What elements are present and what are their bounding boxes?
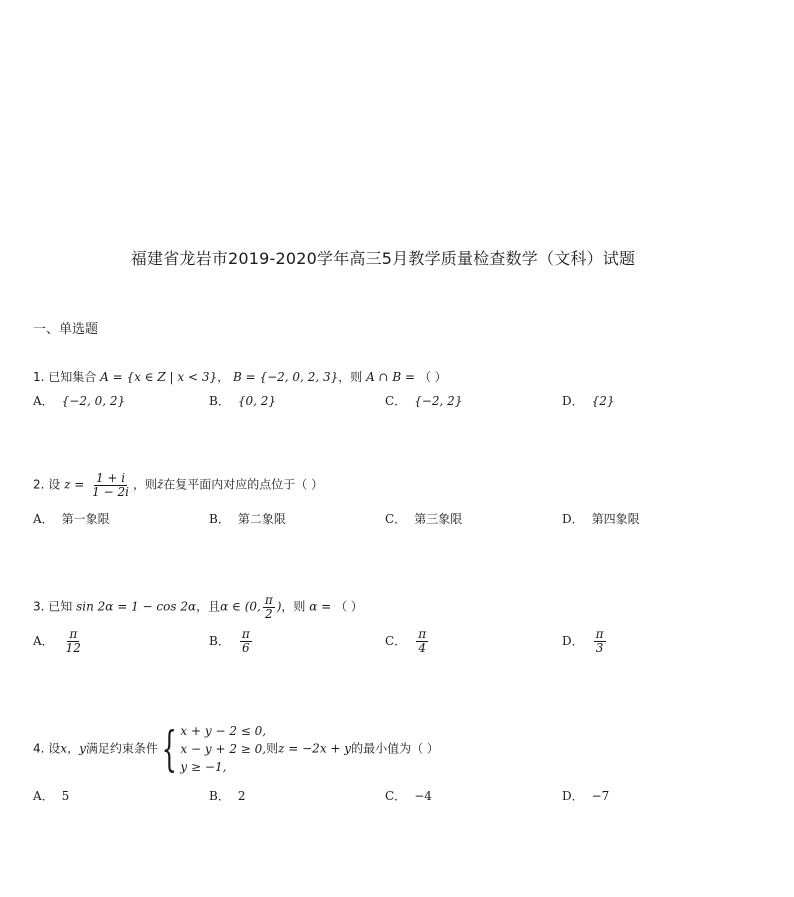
fraction-denominator: 6	[241, 640, 250, 655]
question-text: 设	[48, 741, 61, 756]
question-text: 在复平面内对应的点位于（ ）	[163, 477, 324, 492]
option-label: C．	[385, 633, 407, 648]
option-b[interactable]	[209, 510, 286, 527]
math-condition: α ∈ (0,	[220, 599, 261, 614]
fraction-denominator: 3	[595, 640, 604, 655]
math-equation: sin 2α = 1 − cos 2α	[76, 599, 197, 614]
option-label: A．	[33, 633, 54, 648]
fraction-numerator: π	[264, 593, 273, 607]
fraction-numerator: π	[595, 627, 604, 641]
option-text: {−2, 2}	[414, 394, 463, 408]
option-fraction	[594, 628, 606, 654]
option-label: B．	[209, 512, 230, 526]
option-a[interactable]	[33, 510, 110, 527]
question-4	[33, 722, 439, 776]
option-text: {−2, 0, 2}	[61, 394, 126, 408]
fraction-numerator: 1 + i	[95, 471, 126, 485]
question-text: ，则	[338, 370, 363, 384]
option-a[interactable]	[33, 628, 85, 654]
fraction	[263, 594, 275, 620]
option-text: 第一象限	[61, 512, 110, 526]
option-label: A．	[33, 512, 54, 526]
fraction-denominator: 12	[65, 640, 81, 655]
document-title: 福建省龙岩市2019-2020学年高三5月教学质量检查数学（文科）试题	[130, 249, 636, 268]
option-label: D．	[562, 633, 584, 648]
option-text: 2	[237, 789, 246, 803]
option-text: 5	[61, 789, 70, 803]
question-number: 4.	[33, 741, 45, 756]
fraction-denominator: 2	[264, 606, 273, 621]
option-text: {2}	[591, 394, 615, 408]
math-condition-end: )	[276, 599, 282, 614]
question-text: 的最小值为（ ）	[351, 741, 439, 756]
math-zbar: z̄	[156, 477, 164, 492]
option-label: A．	[33, 394, 54, 408]
fraction-numerator: π	[418, 627, 427, 641]
option-a[interactable]	[33, 787, 69, 804]
fraction	[90, 472, 131, 498]
option-text: −4	[414, 789, 432, 803]
math-set-a: A = {x ∈ Z | x < 3}	[100, 370, 218, 384]
question-text: 已知	[48, 599, 73, 614]
option-d[interactable]	[562, 392, 615, 409]
option-text: 第二象限	[237, 512, 286, 526]
option-fraction	[416, 628, 428, 654]
option-text: 第三象限	[414, 512, 463, 526]
math-lhs: z =	[64, 477, 85, 492]
question-text: 已知集合	[48, 370, 97, 384]
question-text: ，则	[281, 599, 306, 614]
option-label: C．	[385, 394, 407, 408]
question-text: ，且	[196, 599, 221, 614]
constraint-line: x + y − 2 ≤ 0,	[180, 724, 267, 738]
option-label: C．	[385, 512, 407, 526]
question-text: ，则	[132, 477, 157, 492]
math-vars: x，y	[60, 741, 86, 756]
option-fraction	[240, 628, 252, 654]
option-fraction	[64, 628, 83, 654]
option-c[interactable]	[385, 392, 462, 409]
option-label: D．	[562, 394, 584, 408]
fraction-numerator: π	[69, 627, 78, 641]
fraction-denominator: 4	[418, 640, 426, 655]
question-text: 设	[48, 477, 61, 492]
math-set-b: B = {−2, 0, 2, 3}	[232, 370, 339, 384]
option-d[interactable]	[562, 628, 608, 654]
option-label: D．	[562, 789, 584, 803]
question-text: 满足约束条件	[85, 741, 158, 756]
option-label: B．	[209, 394, 230, 408]
option-text: −7	[591, 789, 610, 803]
option-d[interactable]	[562, 510, 640, 527]
option-label: C．	[385, 789, 407, 803]
option-d[interactable]	[562, 787, 609, 804]
constraint-system	[180, 722, 266, 776]
option-a[interactable]	[33, 392, 125, 409]
option-text: {0, 2}	[237, 394, 276, 408]
option-label: A．	[33, 789, 54, 803]
question-number: 1.	[33, 370, 45, 384]
question-2	[33, 472, 323, 498]
math-objective: z = −2x + y	[278, 741, 352, 756]
option-c[interactable]	[385, 628, 430, 654]
option-label: B．	[209, 789, 230, 803]
question-1	[33, 368, 447, 385]
option-text: 第四象限	[591, 512, 640, 526]
fraction-numerator: π	[241, 627, 250, 641]
constraint-line: y ≥ −1,	[180, 760, 227, 774]
question-text: 则	[266, 741, 279, 756]
option-b[interactable]	[209, 392, 276, 409]
math-ask: α =	[309, 599, 332, 614]
question-3	[33, 594, 363, 620]
option-c[interactable]	[385, 787, 432, 804]
left-brace: {	[161, 721, 177, 777]
section-heading: 一、单选题	[33, 322, 99, 337]
punctuation: ，	[217, 370, 230, 384]
answer-blank: （ ）	[335, 599, 363, 614]
option-label: D．	[562, 512, 584, 526]
answer-blank: （ ）	[418, 370, 447, 384]
question-number: 3.	[33, 599, 45, 614]
fraction-denominator: 1 − 2i	[92, 484, 129, 499]
option-b[interactable]	[209, 787, 245, 804]
option-label: B．	[209, 633, 230, 648]
option-c[interactable]	[385, 510, 462, 527]
math-expression: A ∩ B =	[366, 370, 416, 384]
option-b[interactable]	[209, 628, 254, 654]
question-number: 2.	[33, 477, 45, 492]
constraint-line: x − y + 2 ≥ 0,	[180, 742, 267, 756]
